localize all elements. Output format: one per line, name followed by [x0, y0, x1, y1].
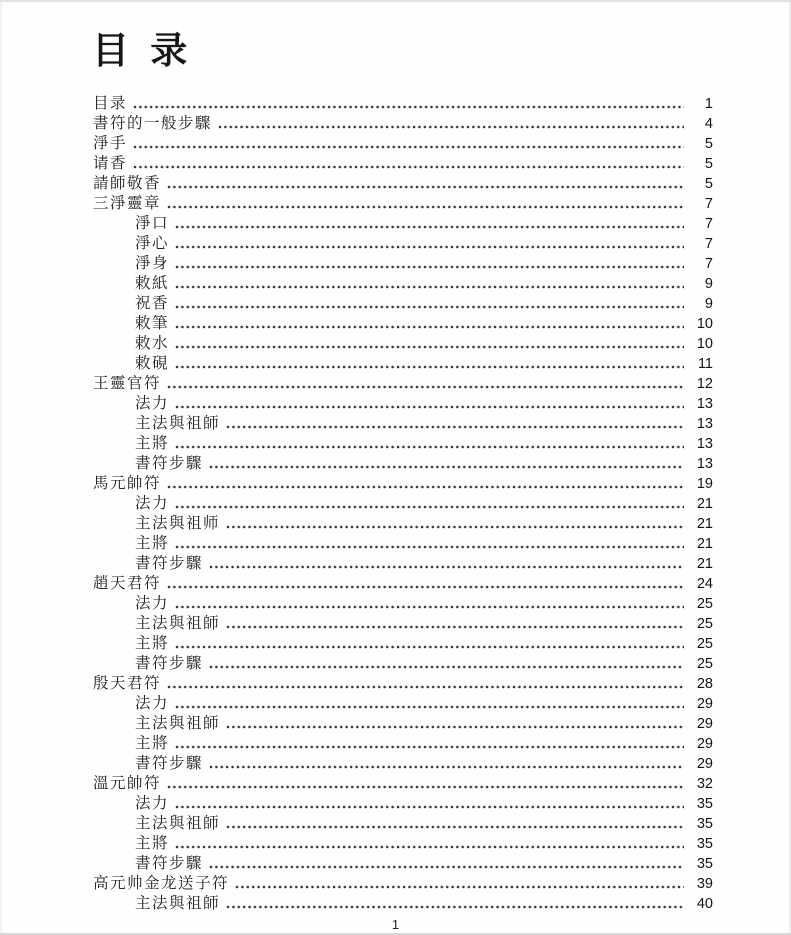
- toc-entry-page: 29: [696, 756, 713, 772]
- toc-leader-dots: [175, 845, 684, 849]
- toc-entry-label: 淨身: [135, 255, 170, 272]
- toc-leader-dots: [209, 865, 684, 869]
- toc-entry: [93, 234, 713, 254]
- toc-entry: [93, 854, 713, 874]
- toc-entry-label: 祝香: [135, 295, 170, 312]
- toc-entry-label: 主法與祖師: [135, 895, 221, 912]
- toc-entry-label: 主法與祖師: [135, 815, 221, 832]
- toc-entry: [93, 374, 713, 394]
- toc-leader-dots: [209, 665, 684, 669]
- toc-entry: [93, 694, 713, 714]
- toc-entry-label: 趙天君符: [93, 575, 162, 592]
- toc-entry-label: 王靈官符: [93, 375, 162, 392]
- toc-leader-dots: [175, 405, 684, 409]
- toc-entry: [93, 894, 713, 914]
- toc-entry: [93, 274, 713, 294]
- toc-entry: [93, 334, 713, 354]
- toc-entry-page: 5: [704, 136, 713, 152]
- toc-entry-page: 4: [704, 116, 713, 132]
- toc-leader-dots: [175, 325, 684, 329]
- toc-entry-label: 主將: [135, 535, 170, 552]
- toc-entry: [93, 834, 713, 854]
- toc-entry: [93, 434, 713, 454]
- toc-entry-page: 39: [696, 876, 713, 892]
- toc-entry: [93, 474, 713, 494]
- toc-entry-label: 法力: [135, 695, 170, 712]
- toc-leader-dots: [209, 765, 684, 769]
- toc-entry: [93, 534, 713, 554]
- toc-entry-page: 1: [704, 96, 713, 112]
- toc-entry-label: 敕紙: [135, 275, 170, 292]
- toc-entry-label: 請師敬香: [93, 175, 162, 192]
- toc-entry: [93, 114, 713, 134]
- toc-entry: [93, 814, 713, 834]
- toc-entry-label: 溫元帥符: [93, 775, 162, 792]
- toc-entry-page: 24: [696, 576, 713, 592]
- toc-entry: [93, 134, 713, 154]
- toc-entry-page: 25: [696, 656, 713, 672]
- toc-leader-dots: [175, 505, 684, 509]
- toc-entry-label: 敕筆: [135, 315, 170, 332]
- toc-leader-dots: [175, 245, 684, 249]
- toc-leader-dots: [175, 365, 684, 369]
- toc-entry-page: 10: [696, 316, 713, 332]
- toc-entry: [93, 314, 713, 334]
- toc-entry-page: 35: [696, 796, 713, 812]
- toc-entry-page: 25: [696, 596, 713, 612]
- toc-entry-label: 主法與祖師: [135, 415, 221, 432]
- toc-entry-page: 21: [696, 496, 713, 512]
- toc-entry: [93, 94, 713, 114]
- toc-leader-dots: [175, 605, 684, 609]
- toc-entry-label: 主將: [135, 835, 170, 852]
- toc-leader-dots: [175, 805, 684, 809]
- toc-entry-label: 書符步驟: [135, 855, 204, 872]
- toc-entry: [93, 514, 713, 534]
- toc-entry-page: 25: [696, 616, 713, 632]
- toc-entry-page: 7: [704, 216, 713, 232]
- toc-entry-label: 法力: [135, 795, 170, 812]
- toc-entry: [93, 214, 713, 234]
- toc-leader-dots: [175, 345, 684, 349]
- toc-entry: [93, 194, 713, 214]
- toc-entry-page: 29: [696, 736, 713, 752]
- toc-leader-dots: [167, 785, 684, 789]
- toc-entry-label: 主將: [135, 635, 170, 652]
- toc-entry-label: 淨心: [135, 235, 170, 252]
- toc-leader-dots: [175, 305, 684, 309]
- toc-leader-dots: [175, 545, 684, 549]
- toc-entry-label: 法力: [135, 595, 170, 612]
- toc-entry-page: 35: [696, 816, 713, 832]
- toc-entry-label: 主將: [135, 735, 170, 752]
- toc-entry: [93, 394, 713, 414]
- toc-entry-page: 5: [704, 176, 713, 192]
- toc-entry-page: 35: [696, 836, 713, 852]
- toc-entry-page: 21: [696, 516, 713, 532]
- toc-list: [93, 94, 713, 914]
- toc-entry-label: 法力: [135, 395, 170, 412]
- toc-entry: [93, 714, 713, 734]
- toc-leader-dots: [226, 725, 684, 729]
- toc-leader-dots: [167, 485, 684, 489]
- toc-entry-page: 7: [704, 236, 713, 252]
- toc-entry-label: 高元帅金龙送子符: [93, 875, 230, 892]
- toc-entry: [93, 554, 713, 574]
- toc-entry-page: 13: [696, 436, 713, 452]
- toc-entry-page: 12: [696, 376, 713, 392]
- toc-leader-dots: [175, 705, 684, 709]
- toc-entry-page: 29: [696, 716, 713, 732]
- toc-entry: [93, 294, 713, 314]
- toc-entry: [93, 874, 713, 894]
- toc-entry-page: 7: [704, 256, 713, 272]
- toc-leader-dots: [133, 165, 684, 169]
- toc-entry-page: 21: [696, 536, 713, 552]
- toc-entry-label: 淨口: [135, 215, 170, 232]
- toc-entry-label: 書符步驟: [135, 455, 204, 472]
- toc-entry: [93, 734, 713, 754]
- toc-entry-label: 書符的一般步驟: [93, 115, 213, 132]
- toc-leader-dots: [133, 145, 684, 149]
- toc-entry-page: 28: [696, 676, 713, 692]
- toc-leader-dots: [226, 905, 684, 909]
- toc-entry: [93, 254, 713, 274]
- toc-leader-dots: [226, 625, 684, 629]
- toc-leader-dots: [226, 525, 684, 529]
- toc-leader-dots: [167, 205, 684, 209]
- toc-entry: [93, 454, 713, 474]
- toc-entry-page: 9: [704, 276, 713, 292]
- toc-entry: [93, 794, 713, 814]
- toc-entry-page: 7: [704, 196, 713, 212]
- toc-leader-dots: [167, 185, 684, 189]
- toc-entry-label: 馬元帥符: [93, 475, 162, 492]
- toc-entry: [93, 594, 713, 614]
- toc-entry: [93, 774, 713, 794]
- toc-leader-dots: [209, 565, 684, 569]
- toc-entry-label: 主法與祖师: [135, 515, 221, 532]
- toc-entry-label: 主將: [135, 435, 170, 452]
- toc-leader-dots: [167, 685, 684, 689]
- toc-entry-page: 10: [696, 336, 713, 352]
- toc-entry: [93, 614, 713, 634]
- toc-entry-page: 9: [704, 296, 713, 312]
- toc-entry-label: 主法與祖師: [135, 615, 221, 632]
- toc-leader-dots: [235, 885, 684, 889]
- toc-entry: [93, 754, 713, 774]
- toc-entry: [93, 574, 713, 594]
- toc-entry-page: 40: [696, 896, 713, 912]
- toc-leader-dots: [218, 125, 684, 129]
- toc-entry-label: 敕水: [135, 335, 170, 352]
- toc-leader-dots: [175, 645, 684, 649]
- toc-entry-page: 29: [696, 696, 713, 712]
- footer-page-number: 1: [391, 918, 400, 932]
- toc-leader-dots: [175, 745, 684, 749]
- toc-entry: [93, 414, 713, 434]
- toc-leader-dots: [175, 225, 684, 229]
- toc-entry: [93, 674, 713, 694]
- toc-entry: [93, 634, 713, 654]
- toc-entry-page: 35: [696, 856, 713, 872]
- toc-entry-page: 11: [697, 356, 713, 372]
- toc-entry-page: 32: [696, 776, 713, 792]
- toc-leader-dots: [133, 105, 684, 109]
- toc-entry-label: 書符步驟: [135, 655, 204, 672]
- toc-entry-page: 13: [696, 396, 713, 412]
- toc-entry-page: 19: [696, 476, 713, 492]
- toc-leader-dots: [226, 425, 684, 429]
- toc-entry-label: 書符步驟: [135, 555, 204, 572]
- toc-entry-label: 書符步驟: [135, 755, 204, 772]
- toc-entry-page: 13: [696, 416, 713, 432]
- toc-entry: [93, 154, 713, 174]
- toc-entry-label: 三淨靈章: [93, 195, 162, 212]
- toc-entry: [93, 654, 713, 674]
- page-title: 目 录: [92, 31, 194, 72]
- toc-entry-page: 25: [696, 636, 713, 652]
- toc-entry-label: 殷天君符: [93, 675, 162, 692]
- toc-leader-dots: [167, 385, 684, 389]
- toc-entry-label: 淨手: [93, 135, 128, 152]
- toc-leader-dots: [175, 445, 684, 449]
- toc-leader-dots: [209, 465, 684, 469]
- toc-leader-dots: [167, 585, 684, 589]
- toc-entry-label: 目录: [93, 95, 128, 112]
- toc-entry-page: 13: [696, 456, 713, 472]
- toc-entry: [93, 174, 713, 194]
- toc-leader-dots: [175, 285, 684, 289]
- toc-entry-label: 请香: [93, 155, 128, 172]
- toc-entry: [93, 494, 713, 514]
- toc-leader-dots: [175, 265, 684, 269]
- toc-leader-dots: [226, 825, 684, 829]
- toc-entry-label: 敕硯: [135, 355, 170, 372]
- toc-entry-label: 法力: [135, 495, 170, 512]
- toc-entry-page: 5: [704, 156, 713, 172]
- toc-entry-page: 21: [696, 556, 713, 572]
- toc-entry-label: 主法與祖師: [135, 715, 221, 732]
- toc-entry: [93, 354, 713, 374]
